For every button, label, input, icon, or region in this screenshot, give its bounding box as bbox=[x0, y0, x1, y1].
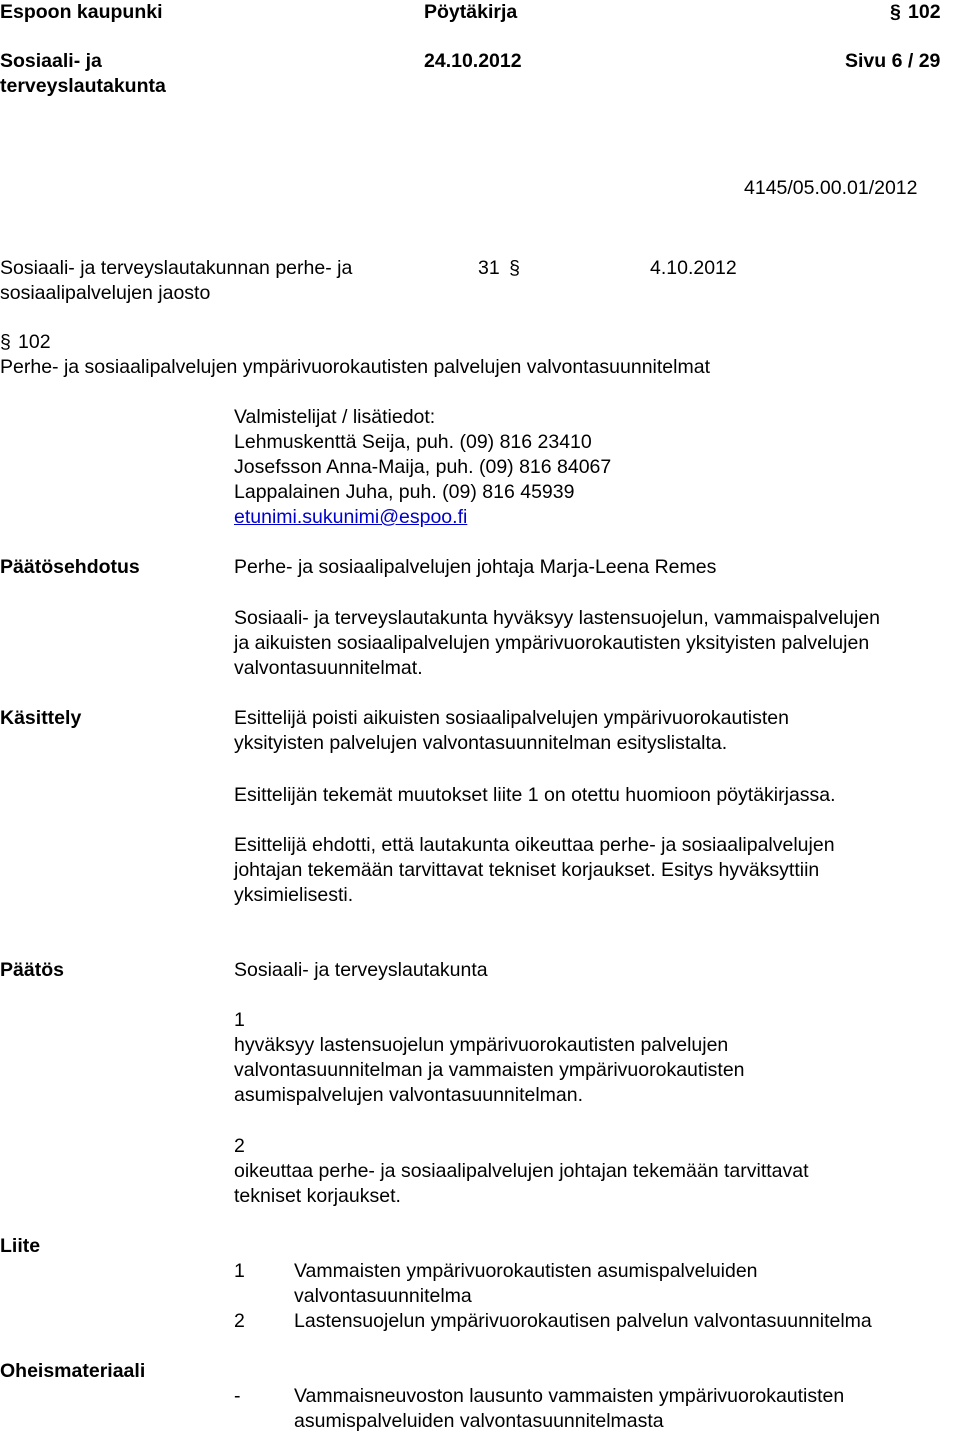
page-number: Sivu 6 / 29 bbox=[845, 50, 941, 72]
attachment-marker: 2 bbox=[234, 1310, 245, 1332]
handling-paragraph-3 bbox=[234, 833, 960, 908]
item-title: Perhe- ja sosiaalipalvelujen ympärivuorokautisten palvelujen valvontasuunnitelmat bbox=[0, 356, 710, 378]
prior-section bbox=[478, 256, 527, 281]
supplementary-line: asumispalveluiden valvontasuunnitelmasta bbox=[294, 1410, 664, 1432]
proposal-line: valvontasuunnitelmat. bbox=[234, 657, 423, 679]
attachment-line: valvontasuunnitelma bbox=[294, 1285, 472, 1307]
decision-item-line: hyväksyy lastensuojelun ympärivuorokautisten palvelujen bbox=[234, 1034, 729, 1056]
handling-line: Esittelijä poisti aikuisten sosiaalipalvelujen ympärivuorokautisten bbox=[234, 707, 789, 729]
handling-line: Esittelijän tekemät muutokset liite 1 on otettu huomioon pöytäkirjassa. bbox=[234, 784, 836, 806]
proposal-presenter: Perhe- ja sosiaalipalvelujen johtaja Marja-Leena Remes bbox=[234, 556, 717, 578]
decision-item-1 bbox=[234, 1008, 960, 1108]
decision-item-line: tekniset korjaukset. bbox=[234, 1185, 401, 1207]
header-body-line2: terveyslautakunta bbox=[0, 75, 166, 97]
item-section-number: 102 bbox=[18, 331, 51, 353]
proposal-label: Päätösehdotus bbox=[0, 556, 140, 578]
handling-line: yksimielisesti. bbox=[234, 884, 354, 906]
section-sign-icon: § bbox=[0, 331, 11, 353]
email-link[interactable]: etunimi.sukunimi@espoo.fi bbox=[234, 506, 468, 528]
diary-number: 4145/05.00.01/2012 bbox=[744, 177, 918, 199]
prior-body-line2: sosiaalipalvelujen jaosto bbox=[0, 282, 211, 304]
prior-section-number: 31 bbox=[478, 257, 500, 279]
proposal-line: Sosiaali- ja terveyslautakunta hyväksyy lastensuojelun, vammaispalvelujen bbox=[234, 607, 880, 629]
section-sign-icon: § bbox=[890, 1, 901, 23]
item-section bbox=[0, 330, 51, 355]
attachment-line: Vammaisten ympärivuorokautisten asumispalveluiden bbox=[294, 1260, 758, 1282]
proposal-line: ja aikuisten sosiaalipalvelujen ympärivuorokautisten yksityisten palvelujen bbox=[234, 632, 870, 654]
section-sign-icon: § bbox=[509, 257, 520, 279]
preparer-line: Lappalainen Juha, puh. (09) 816 45939 bbox=[234, 481, 575, 503]
preparers-heading: Valmistelijat / lisätiedot: bbox=[234, 406, 436, 428]
doc-type: Pöytäkirja bbox=[424, 1, 518, 23]
header-section bbox=[890, 0, 941, 25]
preparer-line: Lehmuskenttä Seija, puh. (09) 816 23410 bbox=[234, 431, 592, 453]
preparer-line: Josefsson Anna-Maija, puh. (09) 816 84067 bbox=[234, 456, 612, 478]
handling-paragraph-2 bbox=[234, 783, 960, 808]
proposal-text bbox=[234, 606, 960, 681]
preparers-block bbox=[234, 405, 960, 530]
header-body-line1: Sosiaali- ja bbox=[0, 50, 102, 72]
decision-label: Päätös bbox=[0, 959, 64, 981]
decision-item-number: 2 bbox=[234, 1135, 245, 1157]
decision-body: Sosiaali- ja terveyslautakunta bbox=[234, 959, 488, 981]
prior-body-line1: Sosiaali- ja terveyslautakunnan perhe- ja bbox=[0, 257, 353, 279]
prior-date: 4.10.2012 bbox=[650, 257, 737, 279]
supplementary-label: Oheismateriaali bbox=[0, 1360, 146, 1382]
org-name: Espoon kaupunki bbox=[0, 1, 163, 23]
attachment-line: Lastensuojelun ympärivuorokautisen palvelun valvontasuunnitelma bbox=[294, 1310, 872, 1332]
attachments-label: Liite bbox=[0, 1235, 41, 1257]
handling-label: Käsittely bbox=[0, 707, 82, 729]
header-date: 24.10.2012 bbox=[424, 50, 522, 72]
decision-item-line: asumispalvelujen valvontasuunnitelman. bbox=[234, 1084, 584, 1106]
decision-item-line: valvontasuunnitelman ja vammaisten ympärivuorokautisten bbox=[234, 1059, 745, 1081]
header-section-number: 102 bbox=[908, 1, 941, 23]
decision-item-line: oikeuttaa perhe- ja sosiaalipalvelujen johtajan tekemään tarvittavat bbox=[234, 1160, 809, 1182]
decision-item-number: 1 bbox=[234, 1009, 245, 1031]
supplementary-line: Vammaisneuvoston lausunto vammaisten ympärivuorokautisten bbox=[294, 1385, 845, 1407]
handling-line: johtajan tekemään tarvittavat tekniset korjaukset. Esitys hyväksyttiin bbox=[234, 859, 820, 881]
handling-paragraph-1 bbox=[234, 706, 960, 756]
supplementary-marker: - bbox=[234, 1385, 241, 1407]
handling-line: Esittelijä ehdotti, että lautakunta oikeuttaa perhe- ja sosiaalipalvelujen bbox=[234, 834, 835, 856]
handling-line: yksityisten palvelujen valvontasuunnitelman esityslistalta. bbox=[234, 732, 728, 754]
attachment-marker: 1 bbox=[234, 1260, 245, 1282]
decision-item-2 bbox=[234, 1134, 960, 1209]
